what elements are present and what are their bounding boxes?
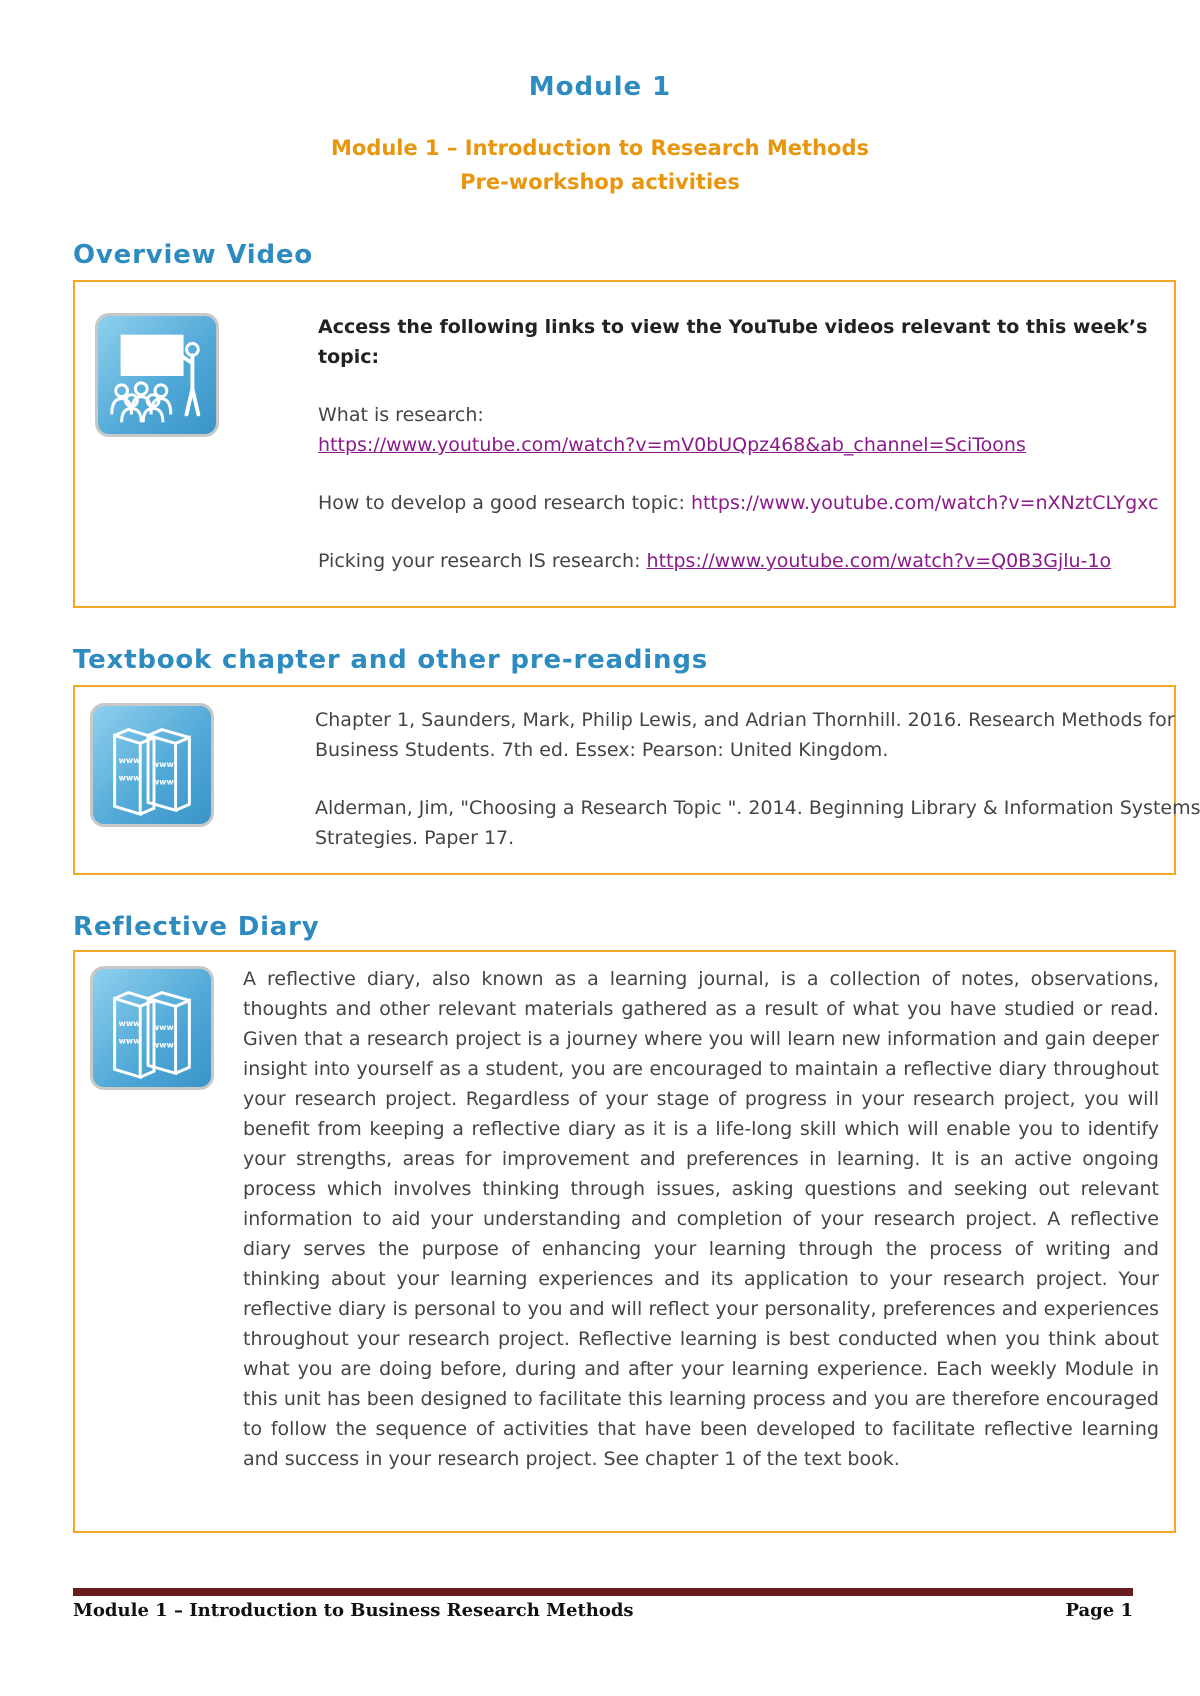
- video-link-2[interactable]: https://www.youtube.com/watch?v=nXNztCLYgxc: [690, 492, 1159, 514]
- footer-rule: [73, 1588, 1133, 1596]
- section-heading-diary: Reflective Diary: [73, 912, 320, 942]
- books-icon: [90, 703, 214, 827]
- svg-text:www: www: [118, 1036, 141, 1046]
- svg-text:www: www: [152, 777, 174, 787]
- video-label-3: Picking your research IS research:: [318, 550, 641, 572]
- books-icon: [90, 966, 214, 1090]
- diary-box: [73, 950, 1176, 1533]
- page-title: Module 1: [528, 72, 672, 102]
- video-label-1: What is research:: [318, 404, 484, 426]
- video-intro: Access the following links to view the YouTube videos relevant to this week’s topic:: [318, 316, 1148, 368]
- page-subtitle: Module 1 – Introduction to Research Methods: [331, 136, 869, 160]
- readings-box: [73, 685, 1200, 875]
- svg-text:www: www: [118, 756, 141, 766]
- reading-item-2: Alderman, Jim, "Choosing a Research Topic ". 2014. Beginning Library & Information Systems Strategies. Paper 17.: [315, 797, 1200, 849]
- diary-body: A reflective diary, also known as a learning journal, is a collection of notes, observations, thoughts and other relevant materials gathered as a result of what you have studied or read. Given that a research project is a journey where you will learn new information and gain deeper insight into yourself as a student, you are encouraged to maintain a reflective diary throughout your research project. Regardless of your stage of progress in your research project, you will benefit from keeping a reflective diary as it is a life-long skill which will enable you to identify your strengths, areas for improvement and preferences in learning. It is an active ongoing process which involves thinking through issues, asking questions and seeking out relevant information to aid your understanding and completion of your research project. A reflective diary serves the purpose of enhancing your learning through the process of writing and thinking about your learning experiences and its application to your research project. Your reflective diary is personal to you and will reflect your personality, preferences and experiences throughout your research project. Reflective learning is best conducted when you think about what you are doing before, during and after your learning experience. Each weekly Module in this unit has been designed to facilitate this learning process and you are therefore encouraged to follow the sequence of activities that have been developed to facilitate reflective learning and success in your research project. See chapter 1 of the text book.: [243, 968, 1159, 1470]
- video-box: [73, 280, 1176, 608]
- section-heading-readings: Textbook chapter and other pre-readings: [73, 645, 709, 675]
- footer-title: Module 1 – Introduction to Business Research Methods: [73, 1600, 634, 1621]
- svg-text:www: www: [118, 1019, 141, 1029]
- video-link-3[interactable]: https://www.youtube.com/watch?v=Q0B3Gjlu-1o: [646, 550, 1112, 572]
- video-item-3: [318, 546, 1178, 576]
- diary-content: [243, 964, 1159, 1474]
- video-link-1[interactable]: https://www.youtube.com/watch?v=mV0bUQpz468&ab_channel=SciToons: [318, 434, 1026, 456]
- video-content: [318, 312, 1178, 576]
- svg-text:www: www: [152, 759, 174, 769]
- reading-item-1: Chapter 1, Saunders, Mark, Philip Lewis, and Adrian Thornhill. 2016. Research Methods for Business Students. 7th ed. Essex: Pearson: United Kingdom.: [315, 709, 1175, 761]
- video-label-2: How to develop a good research topic:: [318, 492, 685, 514]
- video-item-1: [318, 400, 1178, 460]
- page-number: Page 1: [1065, 1600, 1133, 1621]
- svg-text:www: www: [118, 773, 141, 783]
- presentation-icon: [95, 313, 219, 437]
- svg-text:www: www: [152, 1022, 174, 1032]
- section-heading-video: Overview Video: [73, 240, 313, 270]
- svg-text:www: www: [152, 1040, 174, 1050]
- page-subheading: Pre-workshop activities: [460, 170, 740, 194]
- video-item-2: [318, 488, 1178, 518]
- readings-content: [315, 705, 1200, 853]
